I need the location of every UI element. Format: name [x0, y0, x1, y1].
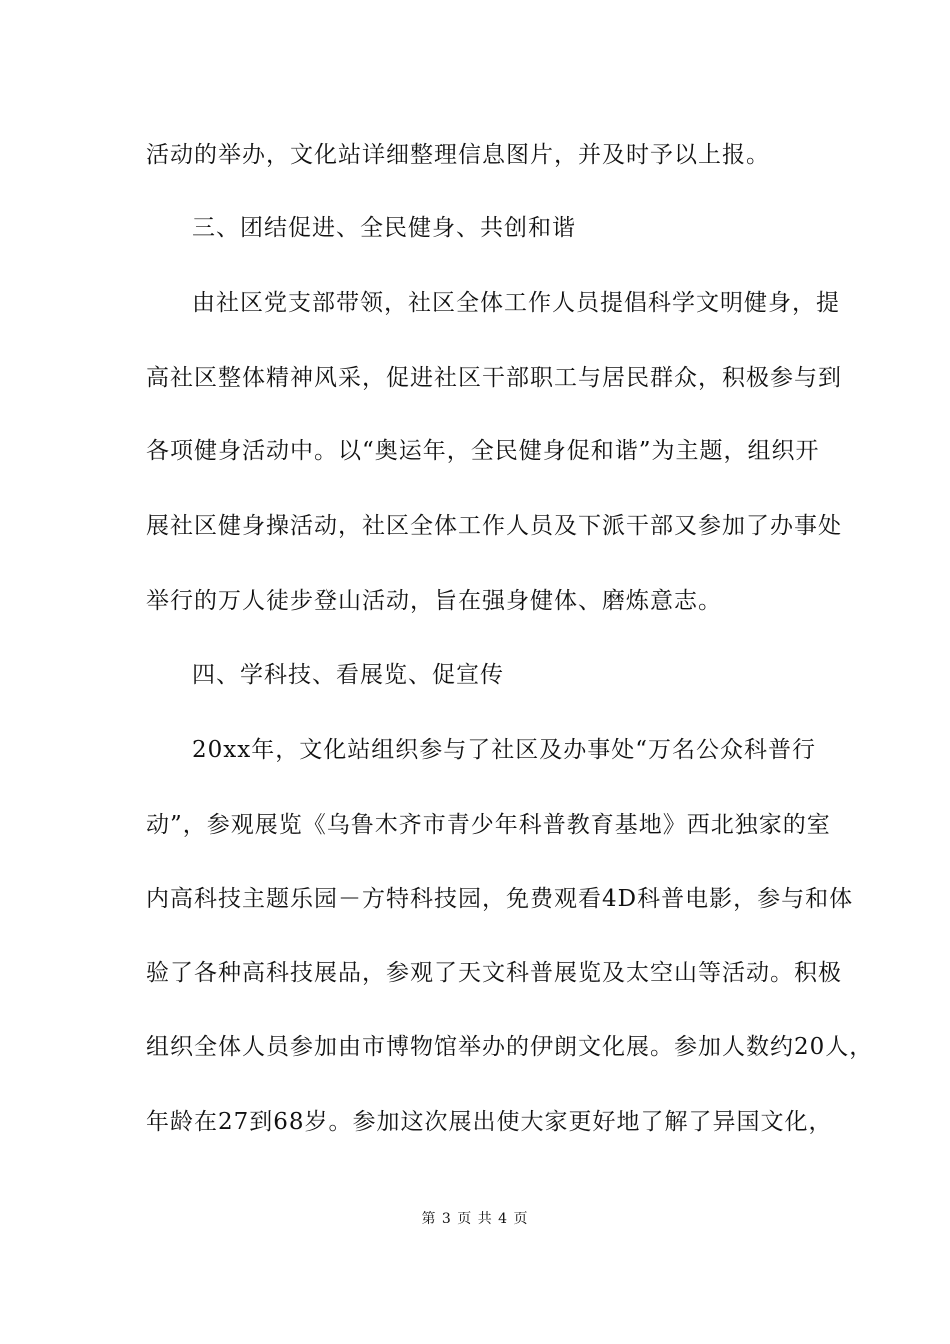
text-line: 活动的举办，文化站详细整理信息图片，并及时予以上报。: [146, 142, 770, 168]
text-line: 动”，参观展览《乌鲁木齐市青少年科普教育基地》西北独家的室: [146, 812, 831, 838]
section-heading: 四、学科技、看展览、促宣传: [192, 662, 504, 688]
text-line: 展社区健身操活动，社区全体工作人员及下派干部又参加了办事处: [146, 513, 842, 539]
text-line: 组织全体人员参加由市博物馆举办的伊朗文化展。参加人数约20人，: [146, 1034, 874, 1060]
text-line: 内高科技主题乐园－方特科技园，免费观看4D科普电影，参与和体: [146, 886, 854, 912]
text-line: 由社区党支部带领，社区全体工作人员提倡科学文明健身，提: [192, 290, 840, 316]
text-line: 验了各种高科技展品，参观了天文科普展览及太空山等活动。积极: [146, 960, 842, 986]
text-line: 举行的万人徒步登山活动，旨在强身健体、磨炼意志。: [146, 588, 722, 614]
page-number-footer: 第 3 页 共 4 页: [421, 1211, 529, 1227]
section-heading: 三、团结促进、全民健身、共创和谐: [192, 215, 576, 241]
text-line: 20xx年，文化站组织参与了社区及办事处“万名公众科普行: [192, 737, 816, 763]
text-line: 各项健身活动中。以“奥运年，全民健身促和谐”为主题，组织开: [146, 438, 820, 464]
text-line: 高社区整体精神风采，促进社区干部职工与居民群众，积极参与到: [146, 365, 842, 391]
text-line: 年龄在27到68岁。参加这次展出使大家更好地了解了异国文化，: [146, 1109, 833, 1135]
